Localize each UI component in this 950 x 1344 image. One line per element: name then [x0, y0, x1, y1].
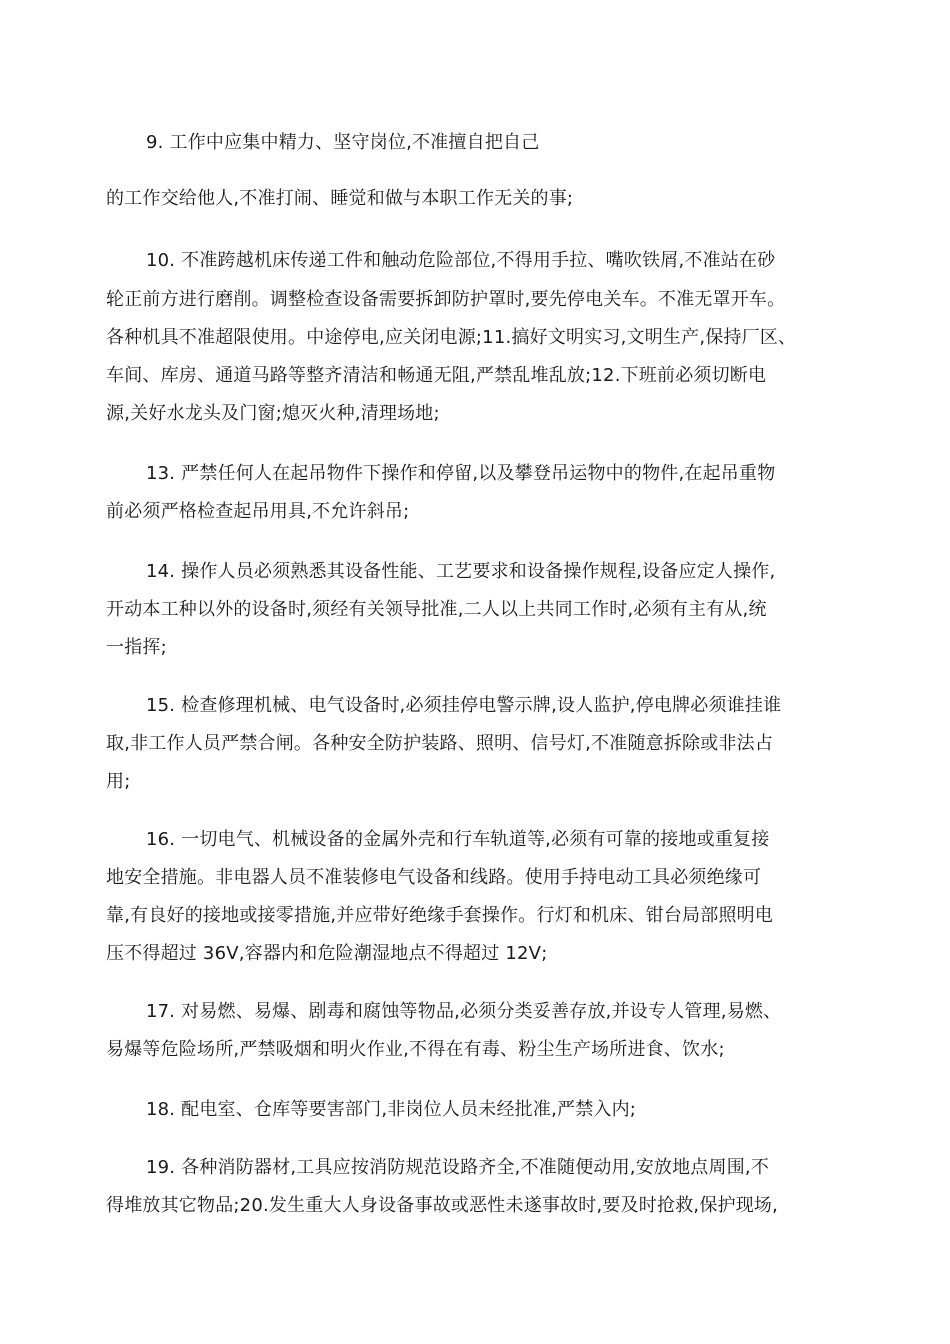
paragraph-14-line-1: 14. 操作人员必须熟悉其设备性能、工艺要求和设备操作规程,设备应定人操作,: [146, 561, 776, 582]
paragraph-9-continuation: 的工作交给他人,不准打闹、睡觉和做与本职工作无关的事;: [106, 188, 574, 209]
paragraph-10-line-4: 车间、库房、通道马路等整齐清洁和畅通无阻,严禁乱堆乱放;12.下班前必须切断电: [106, 365, 767, 386]
paragraph-16-line-3: 靠,有良好的接地或接零措施,并应带好绝缘手套操作。行灯和机床、钳台局部照明电: [106, 905, 774, 926]
paragraph-19-line-2: 得堆放其它物品;20.发生重大人身设备事故或恶性未遂事故时,要及时抢救,保护现场,: [106, 1195, 779, 1216]
paragraph-17-line-1: 17. 对易燃、易爆、剧毒和腐蚀等物品,必须分类妥善存放,并设专人管理,易燃、: [146, 1001, 782, 1022]
paragraph-16-line-2: 地安全措施。非电器人员不准装修电气设备和线路。使用手持电动工具必须绝缘可: [106, 867, 762, 888]
paragraph-14-line-3: 一指挥;: [106, 637, 167, 658]
paragraph-9-line-1: 9. 工作中应集中精力、坚守岗位,不准擅自把自己: [146, 132, 540, 153]
paragraph-15-line-3: 用;: [106, 771, 131, 792]
paragraph-10-line-1: 10. 不准跨越机床传递工件和触动危险部位,不得用手拉、嘴吹铁屑,不准站在砂: [146, 250, 776, 271]
paragraph-15-line-1: 15. 检查修理机械、电气设备时,必须挂停电警示牌,设人监护,停电牌必须谁挂谁: [146, 695, 782, 716]
paragraph-15-line-2: 取,非工作人员严禁合闸。各种安全防护装路、照明、信号灯,不准随意拆除或非法占: [106, 733, 774, 754]
paragraph-17-line-2: 易爆等危险场所,严禁吸烟和明火作业,不得在有毒、粉尘生产场所进食、饮水;: [106, 1039, 725, 1060]
paragraph-16-line-4: 压不得超过 36V,容器内和危险潮湿地点不得超过 12V;: [106, 943, 548, 964]
paragraph-10-line-3: 各种机具不准超限使用。中途停电,应关闭电源;11.搞好文明实习,文明生产,保持厂区、: [106, 327, 797, 348]
paragraph-10-line-5: 源,关好水龙头及门窗;熄灭火种,清理场地;: [106, 403, 440, 424]
paragraph-18-line-1: 18. 配电室、仓库等要害部门,非岗位人员未经批准,严禁入内;: [146, 1099, 637, 1120]
paragraph-16-line-1: 16. 一切电气、机械设备的金属外壳和行车轨道等,必须有可靠的接地或重复接: [146, 829, 770, 850]
paragraph-10-line-2: 轮正前方进行磨削。调整检查设备需要拆卸防护罩时,要先停电关车。不准无罩开车。: [106, 289, 786, 310]
paragraph-19-line-1: 19. 各种消防器材,工具应按消防规范设路齐全,不准随便动用,安放地点周围,不: [146, 1157, 770, 1178]
paragraph-14-line-2: 开动本工种以外的设备时,须经有关领导批准,二人以上共同工作时,必须有主有从,统: [106, 599, 767, 620]
paragraph-13-line-1: 13. 严禁任何人在起吊物件下操作和停留,以及攀登吊运物中的物件,在起吊重物: [146, 463, 776, 484]
paragraph-13-line-2: 前必须严格检查起吊用具,不允许斜吊;: [106, 501, 410, 522]
